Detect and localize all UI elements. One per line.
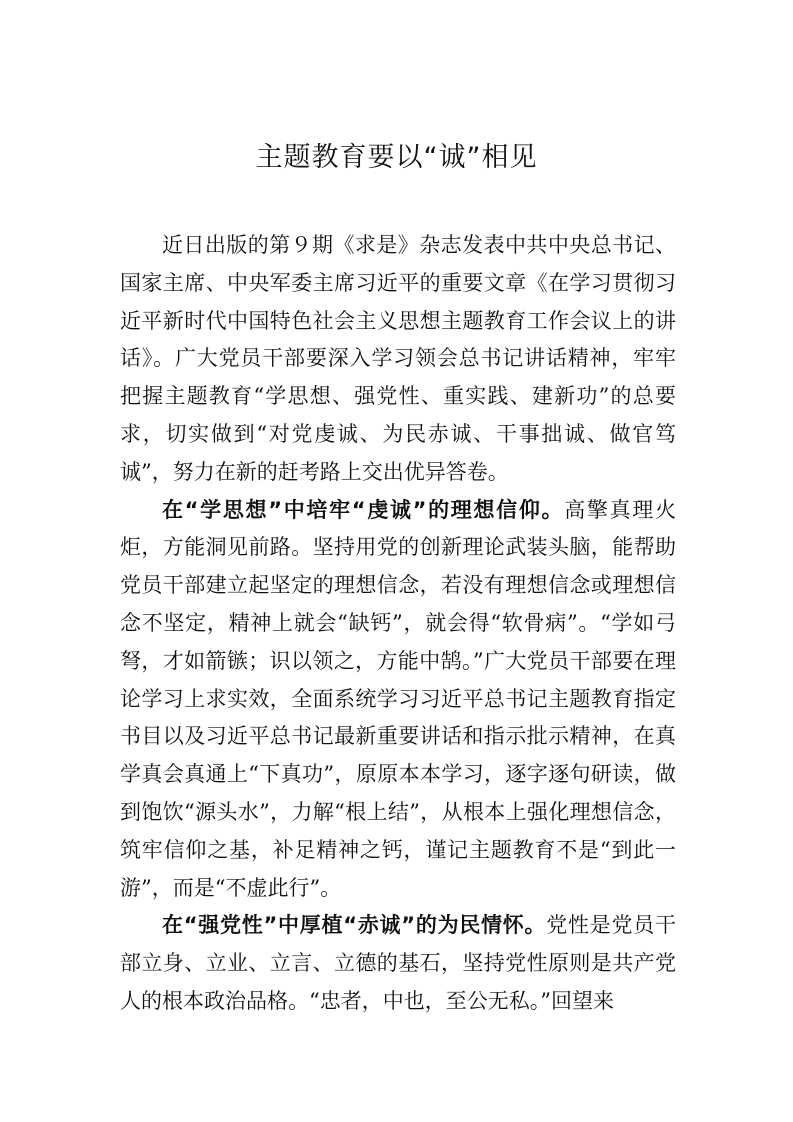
paragraph-lead-heading: 在“强党性”中厚植“赤诚”的为民情怀。 <box>162 913 547 938</box>
paragraph-strengthen-party <box>120 907 676 1020</box>
paragraph-text: 高擎真理火炬，方能洞见前路。坚持用党的创新理论武装头脑，能帮助党员干部建立起坚定的理想信念，若没有理想信念或理想信念不坚定，精神上就会“缺钙”，就会得“软骨病”。“学如弓弩，才如箭镞；识以领之，方能中鹄。”广大党员干部要在理论学习上求实效，全面系统学习习近平总书记主题教育指定书目以及习近平总书记最新重要讲话和指示批示精神，在真学真会真通上“下真功”，原原本本学习，逐字逐句研读，做到饱饮“源头水”，力解“根上结”，从根本上强化理想信念，筑牢信仰之基，补足精神之钙，谨记主题教育不是“到此一游”，而是“不虚此行”。 <box>120 497 676 900</box>
article-body <box>120 227 676 1021</box>
paragraph-text: 党性是党员干部立身、立业、立言、立德的基石，坚持党性原则是共产党人的根本政治品格。“忠者，中也，至公无私。”回望来 <box>120 913 677 1013</box>
paragraph-lead-heading: 在“学思想”中培牢“虔诚”的理想信仰。 <box>162 497 565 522</box>
paragraph-text: 近日出版的第９期《求是》杂志发表中共中央总书记、国家主席、中央军委主席习近平的重要文章《在学习贯彻习近平新时代中国特色社会主义思想主题教育工作会议上的讲话》。广大党员干部要深入学习领会总书记讲话精神，牢牢把握主题教育“学思想、强党性、重实践、建新功”的总要求，切实做到“对党虔诚、为民赤诚、干事拙诚、做官笃诚”，努力在新的赶考路上交出优异答卷。 <box>120 233 676 484</box>
paragraph-learn-thought <box>120 492 676 908</box>
page-title: 主题教育要以“诚”相见 <box>255 142 538 173</box>
paragraph-intro <box>120 227 676 492</box>
